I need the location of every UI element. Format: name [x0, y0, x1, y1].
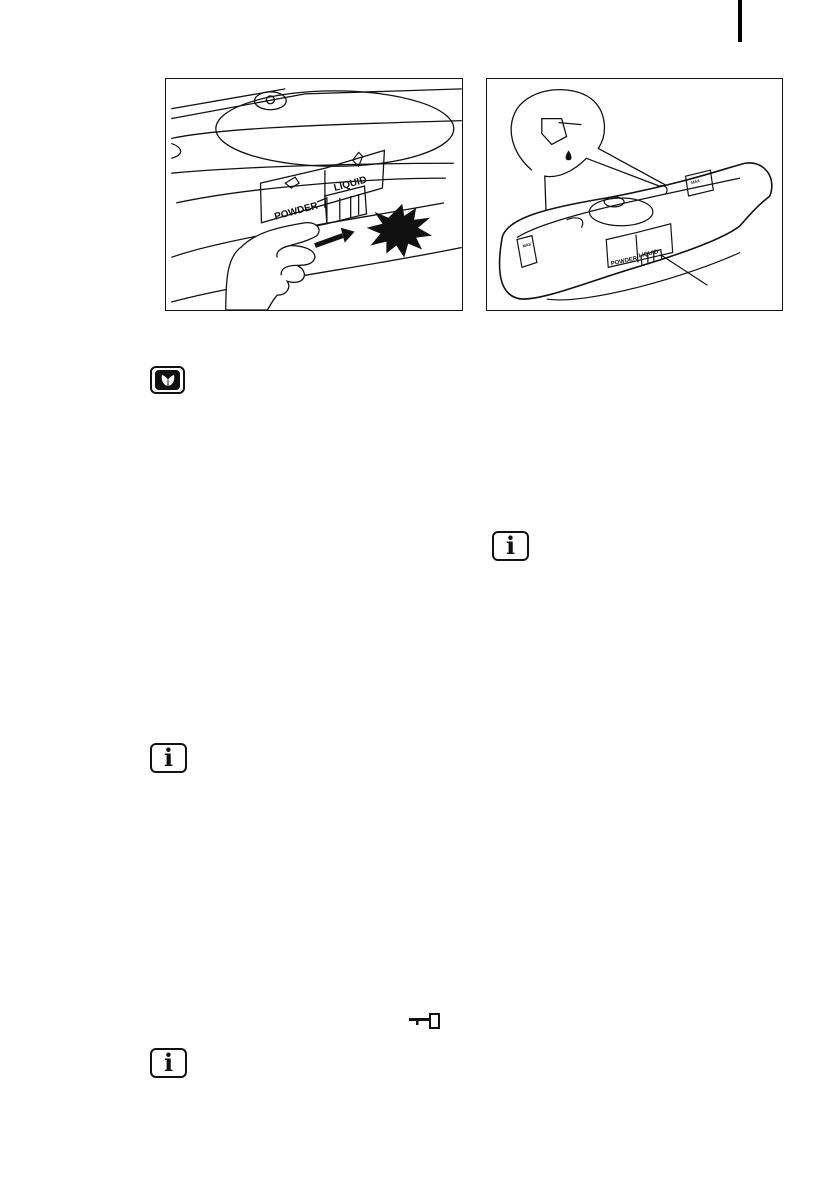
max-label-right: MAX [690, 177, 701, 186]
page-edge-marker [738, 0, 742, 42]
hand-illustration [226, 223, 319, 310]
powder-label: POWDER [273, 200, 320, 223]
figure-liquid-dispenser [486, 78, 783, 311]
eco-leaf-icon [150, 366, 185, 394]
max-label-left: MAX [521, 241, 532, 249]
dispenser-illustration [487, 79, 782, 310]
flap-illustration [166, 79, 462, 310]
liquid-label: LIQUID [332, 174, 369, 194]
child-lock-key-icon [408, 1012, 444, 1030]
info-icon: i [150, 743, 187, 773]
powder-label: POWDER [610, 255, 638, 268]
info-icon: i [150, 1048, 187, 1078]
info-icon: i [492, 531, 529, 561]
push-arrow-icon [315, 228, 355, 246]
liquid-label: LIQUID [638, 249, 660, 260]
figure-flap-position [165, 78, 463, 311]
click-burst-icon [367, 204, 432, 258]
